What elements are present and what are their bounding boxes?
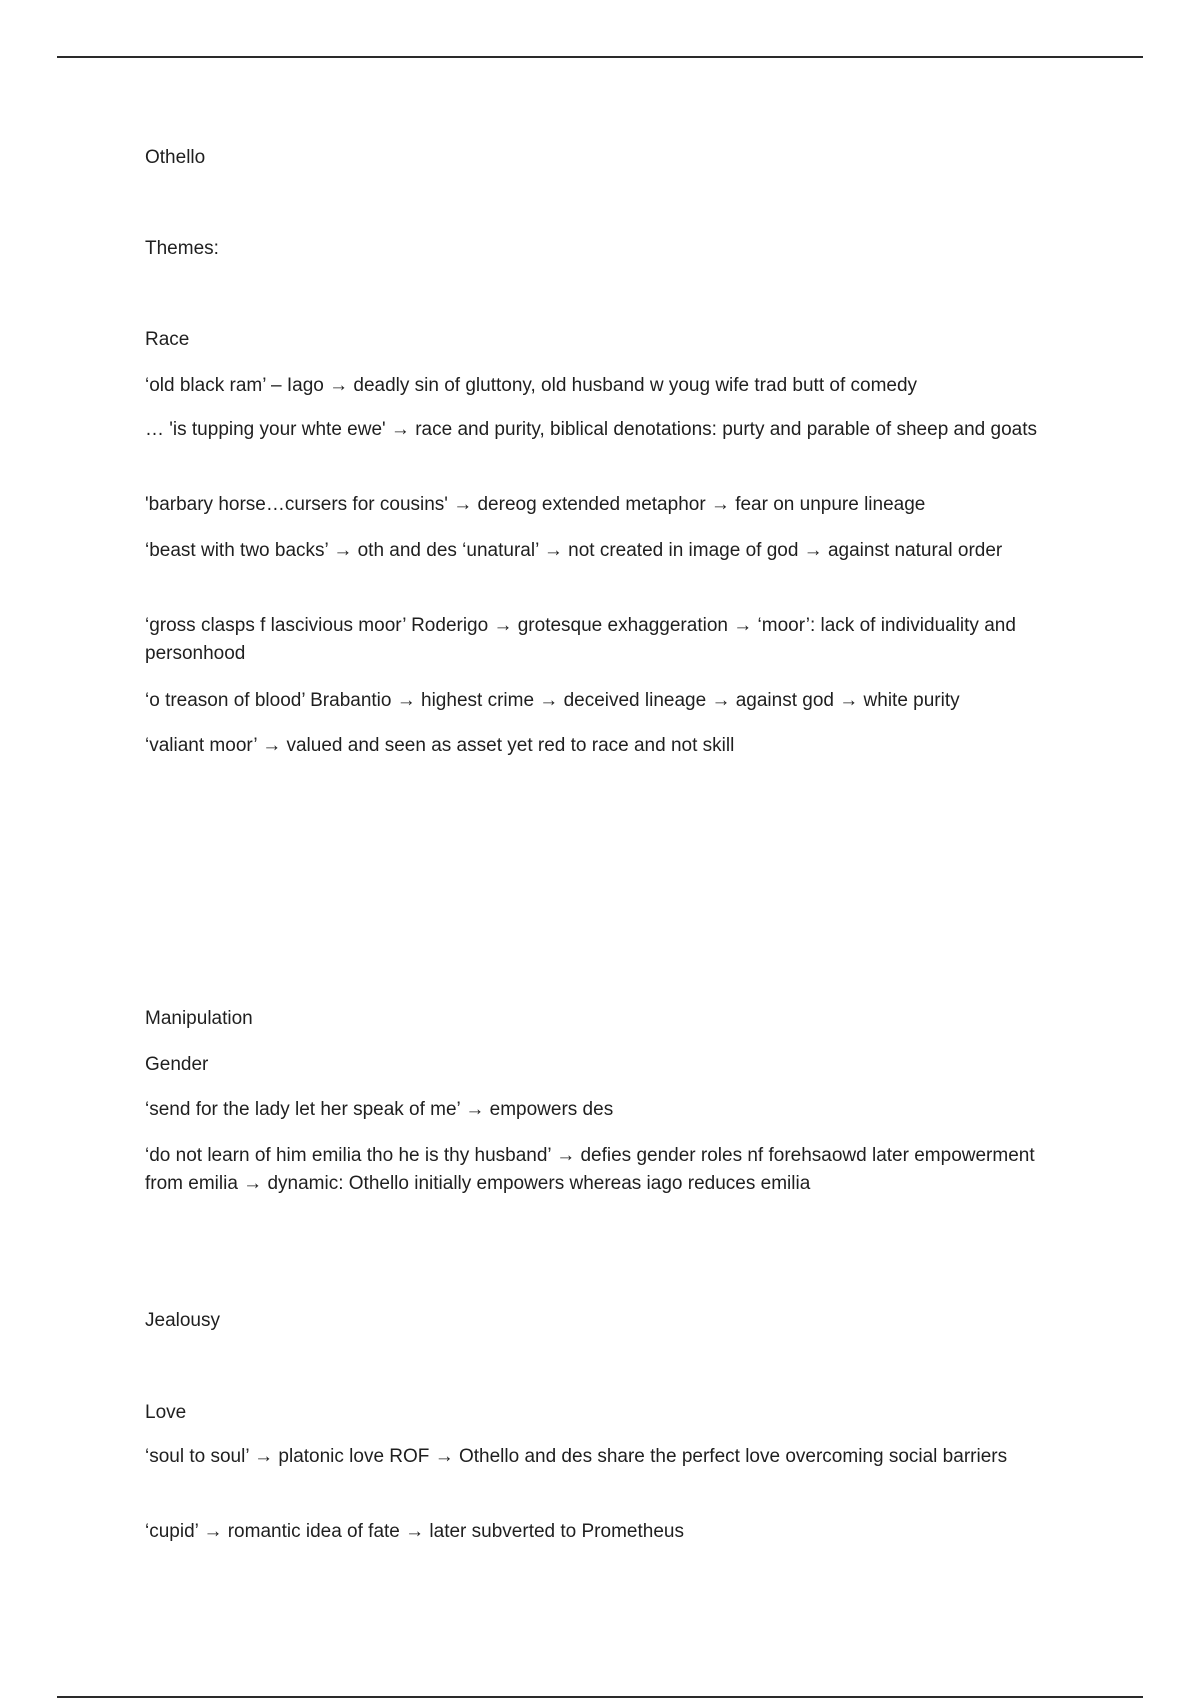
race-note: ‘valiant moor’ → valued and seen as asset yet red to race and not skill (145, 735, 735, 756)
section-heading-gender: Gender (145, 1054, 209, 1075)
race-note: ‘gross clasps f lascivious moor’ Roderigo → grotesque exhaggeration → ‘moor’: lack of individuality and personhood (145, 615, 1016, 664)
section-heading-jealousy: Jealousy (145, 1310, 220, 1331)
love-note: ‘cupid’ → romantic idea of fate → later subverted to Prometheus (145, 1521, 684, 1542)
gender-note: ‘do not learn of him emilia tho he is thy husband’ → defies gender roles nf forehsaowd later empowerment from emilia → dynamic: Othello initially empowers whereas iago reduces emilia (145, 1145, 1035, 1194)
section-heading-love: Love (145, 1402, 187, 1423)
race-note: ‘o treason of blood’ Brabantio → highest crime → deceived lineage → against god → white purity (145, 690, 960, 711)
document-title: Othello (145, 147, 206, 168)
race-note: … 'is tupping your whte ewe' → race and purity, biblical denotations: purty and parable of sheep and goats (145, 419, 1037, 440)
themes-heading: Themes: (145, 238, 219, 259)
race-note: ‘beast with two backs’ → oth and des ‘unatural’ → not created in image of god → against natural order (145, 540, 1003, 561)
race-note: ‘old black ram’ – Iago → deadly sin of gluttony, old husband w youg wife trad butt of comedy (145, 375, 918, 396)
section-heading-race: Race (145, 329, 190, 350)
race-note: 'barbary horse…cursers for cousins' → dereog extended metaphor → fear on unpure lineage (145, 494, 926, 515)
section-heading-manipulation: Manipulation (145, 1008, 253, 1029)
gender-note: ‘send for the lady let her speak of me’ → empowers des (145, 1099, 614, 1120)
footer-rule (57, 1696, 1143, 1698)
header-rule (57, 56, 1143, 58)
love-note: ‘soul to soul’ → platonic love ROF → Othello and des share the perfect love overcoming social barriers (145, 1446, 1008, 1467)
